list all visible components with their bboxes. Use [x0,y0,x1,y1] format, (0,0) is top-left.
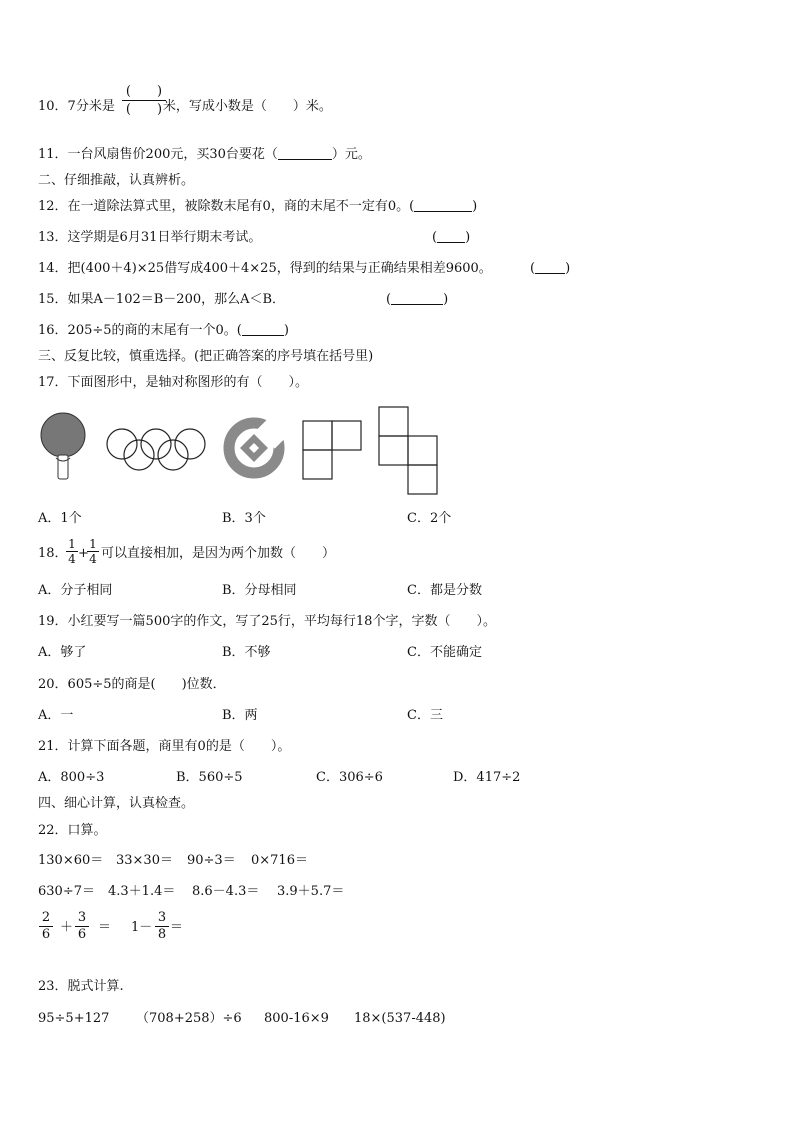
q17-option-a[interactable]: A．1个 [38,511,82,526]
q18-option-a[interactable]: A．分子相同 [38,583,113,598]
q12-answer-blank[interactable] [414,199,472,212]
q23-item-3: 800-16×9 [264,1011,329,1026]
q22-one-minus: 1－ [131,920,153,935]
stepped-squares-figure [378,406,440,496]
bank-logo-figure [222,416,286,480]
q19-option-c[interactable]: C．不能确定 [407,645,482,660]
q22-r2-1: 630÷7＝ [38,884,95,899]
olympic-rings-figure [104,428,208,472]
ring-2 [141,429,171,459]
q18-stem: 可以直接相加，是因为两个加数（ ） [101,546,336,561]
square-2 [332,421,361,450]
q17-option-c[interactable]: C．2个 [407,511,452,526]
square-1 [379,407,408,436]
q22-r1-1: 130×60＝ [38,853,104,868]
q20-option-c[interactable]: C．三 [407,708,443,723]
q23-item-4: 18×(537-448) [354,1011,446,1026]
q22-fraction-b: 3 6 [75,910,89,943]
q22-r2-4: 3.9＋5.7＝ [277,884,345,899]
q10-suffix: 米，写成小数是（ ）米。 [162,99,332,114]
q22-fraction-c: 3 8 [155,910,169,943]
q15-answer: ( ) [386,292,449,307]
q22-stem: 22．口算。 [38,823,107,838]
square-4 [408,465,437,494]
q21-option-a[interactable]: A．800÷3 [38,770,105,785]
section-2-heading: 二、仔细推敲，认真辨析。 [38,173,195,188]
q22-fraction-a: 2 6 [39,910,53,943]
q18-option-b[interactable]: B．分母相同 [222,583,297,598]
ring-5 [158,440,188,470]
square-3 [408,436,437,465]
q23-item-2: （708+258）÷6 [136,1011,242,1026]
q18-number: 18． [38,546,68,561]
q14-answer-blank[interactable] [535,261,565,274]
square-1 [303,421,332,450]
q14-answer: ( ) [530,261,571,276]
q18-fraction-2: 1 4 [87,537,99,566]
l-shaped-squares-figure [302,420,364,482]
q17-option-b[interactable]: B．3个 [222,511,266,526]
paddle-handle [58,455,68,479]
q18-plus: + [78,546,89,561]
q13-answer-blank[interactable] [437,230,465,243]
q21-option-d[interactable]: D．417÷2 [453,770,521,785]
q21-option-b[interactable]: B．560÷5 [176,770,243,785]
q20-option-b[interactable]: B．两 [222,708,258,723]
q22-r1-2: 33×30＝ [116,853,173,868]
q22-equals-2: ＝ [170,920,184,935]
q19-option-a[interactable]: A．够了 [38,645,87,660]
section-3-heading: 三、反复比较，慎重选择。(把正确答案的序号填在括号里) [38,349,374,364]
q10-fraction-top: ( ) [125,84,163,99]
q22-plus: ＋ [60,920,74,935]
q22-r1-3: 90÷3＝ [187,853,236,868]
q19-option-b[interactable]: B．不够 [222,645,271,660]
q13-answer: ( ) [432,230,471,245]
q16-answer-blank[interactable] [242,323,284,336]
q18-fraction-1: 1 4 [66,537,78,566]
q10-fraction [122,84,166,119]
q22-r1-4: 0×716＝ [251,853,308,868]
q14: 14．把(400＋4)×25借写成400＋4×25，得到的结果与正确结果相差9600。 [38,261,492,276]
ring-1 [107,429,137,459]
section-4-heading: 四、细心计算，认真检查。 [38,796,195,811]
q15: 15．如果A－102＝B－200，那么A＜B． [38,292,286,307]
q13: 13．这学期是6月31日举行期末考试。 [38,230,262,245]
ping-pong-paddle-figure [38,412,88,482]
q22-equals-1: ＝ [98,920,112,935]
q11: 11．一台风扇售价200元，买30台要花（ ）元。 [38,147,371,162]
square-2 [379,436,408,465]
q17-stem: 17．下面图形中，是轴对称图形的有（ ）。 [38,375,309,390]
q16: 16．205÷5的商的末尾有一个0。( ) [38,323,289,338]
q12: 12．在一道除法算式里，被除数末尾有0，商的末尾不一定有0。( ) [38,199,478,214]
q22-r2-3: 8.6－4.3＝ [192,884,260,899]
q20-option-a[interactable]: A．一 [38,708,74,723]
paddle-head [41,413,85,457]
q10 [38,99,332,115]
q18-option-c[interactable]: C．都是分数 [407,583,482,598]
q19-stem: 19．小红要写一篇500字的作文，写了25行，平均每行18个字，字数（ ）。 [38,614,496,629]
q23-item-1: 95÷5+127 [38,1011,110,1026]
square-3 [303,450,332,479]
q22-r2-2: 4.3＋1.4＝ [108,884,176,899]
q10-prefix: 10．7分米是 [38,99,115,114]
q11-answer-blank[interactable] [278,147,332,160]
q21-option-c[interactable]: C．306÷6 [316,770,383,785]
q20-stem: 20．605÷5的商是( )位数． [38,677,226,692]
q23-stem: 23．脱式计算. [38,979,124,994]
ring-3 [175,429,205,459]
q10-fraction-bottom: ( ) [125,102,163,117]
ring-4 [124,440,154,470]
q21-stem: 21．计算下面各题，商里有0的是（ ）。 [38,739,291,754]
q15-answer-blank[interactable] [391,292,443,305]
